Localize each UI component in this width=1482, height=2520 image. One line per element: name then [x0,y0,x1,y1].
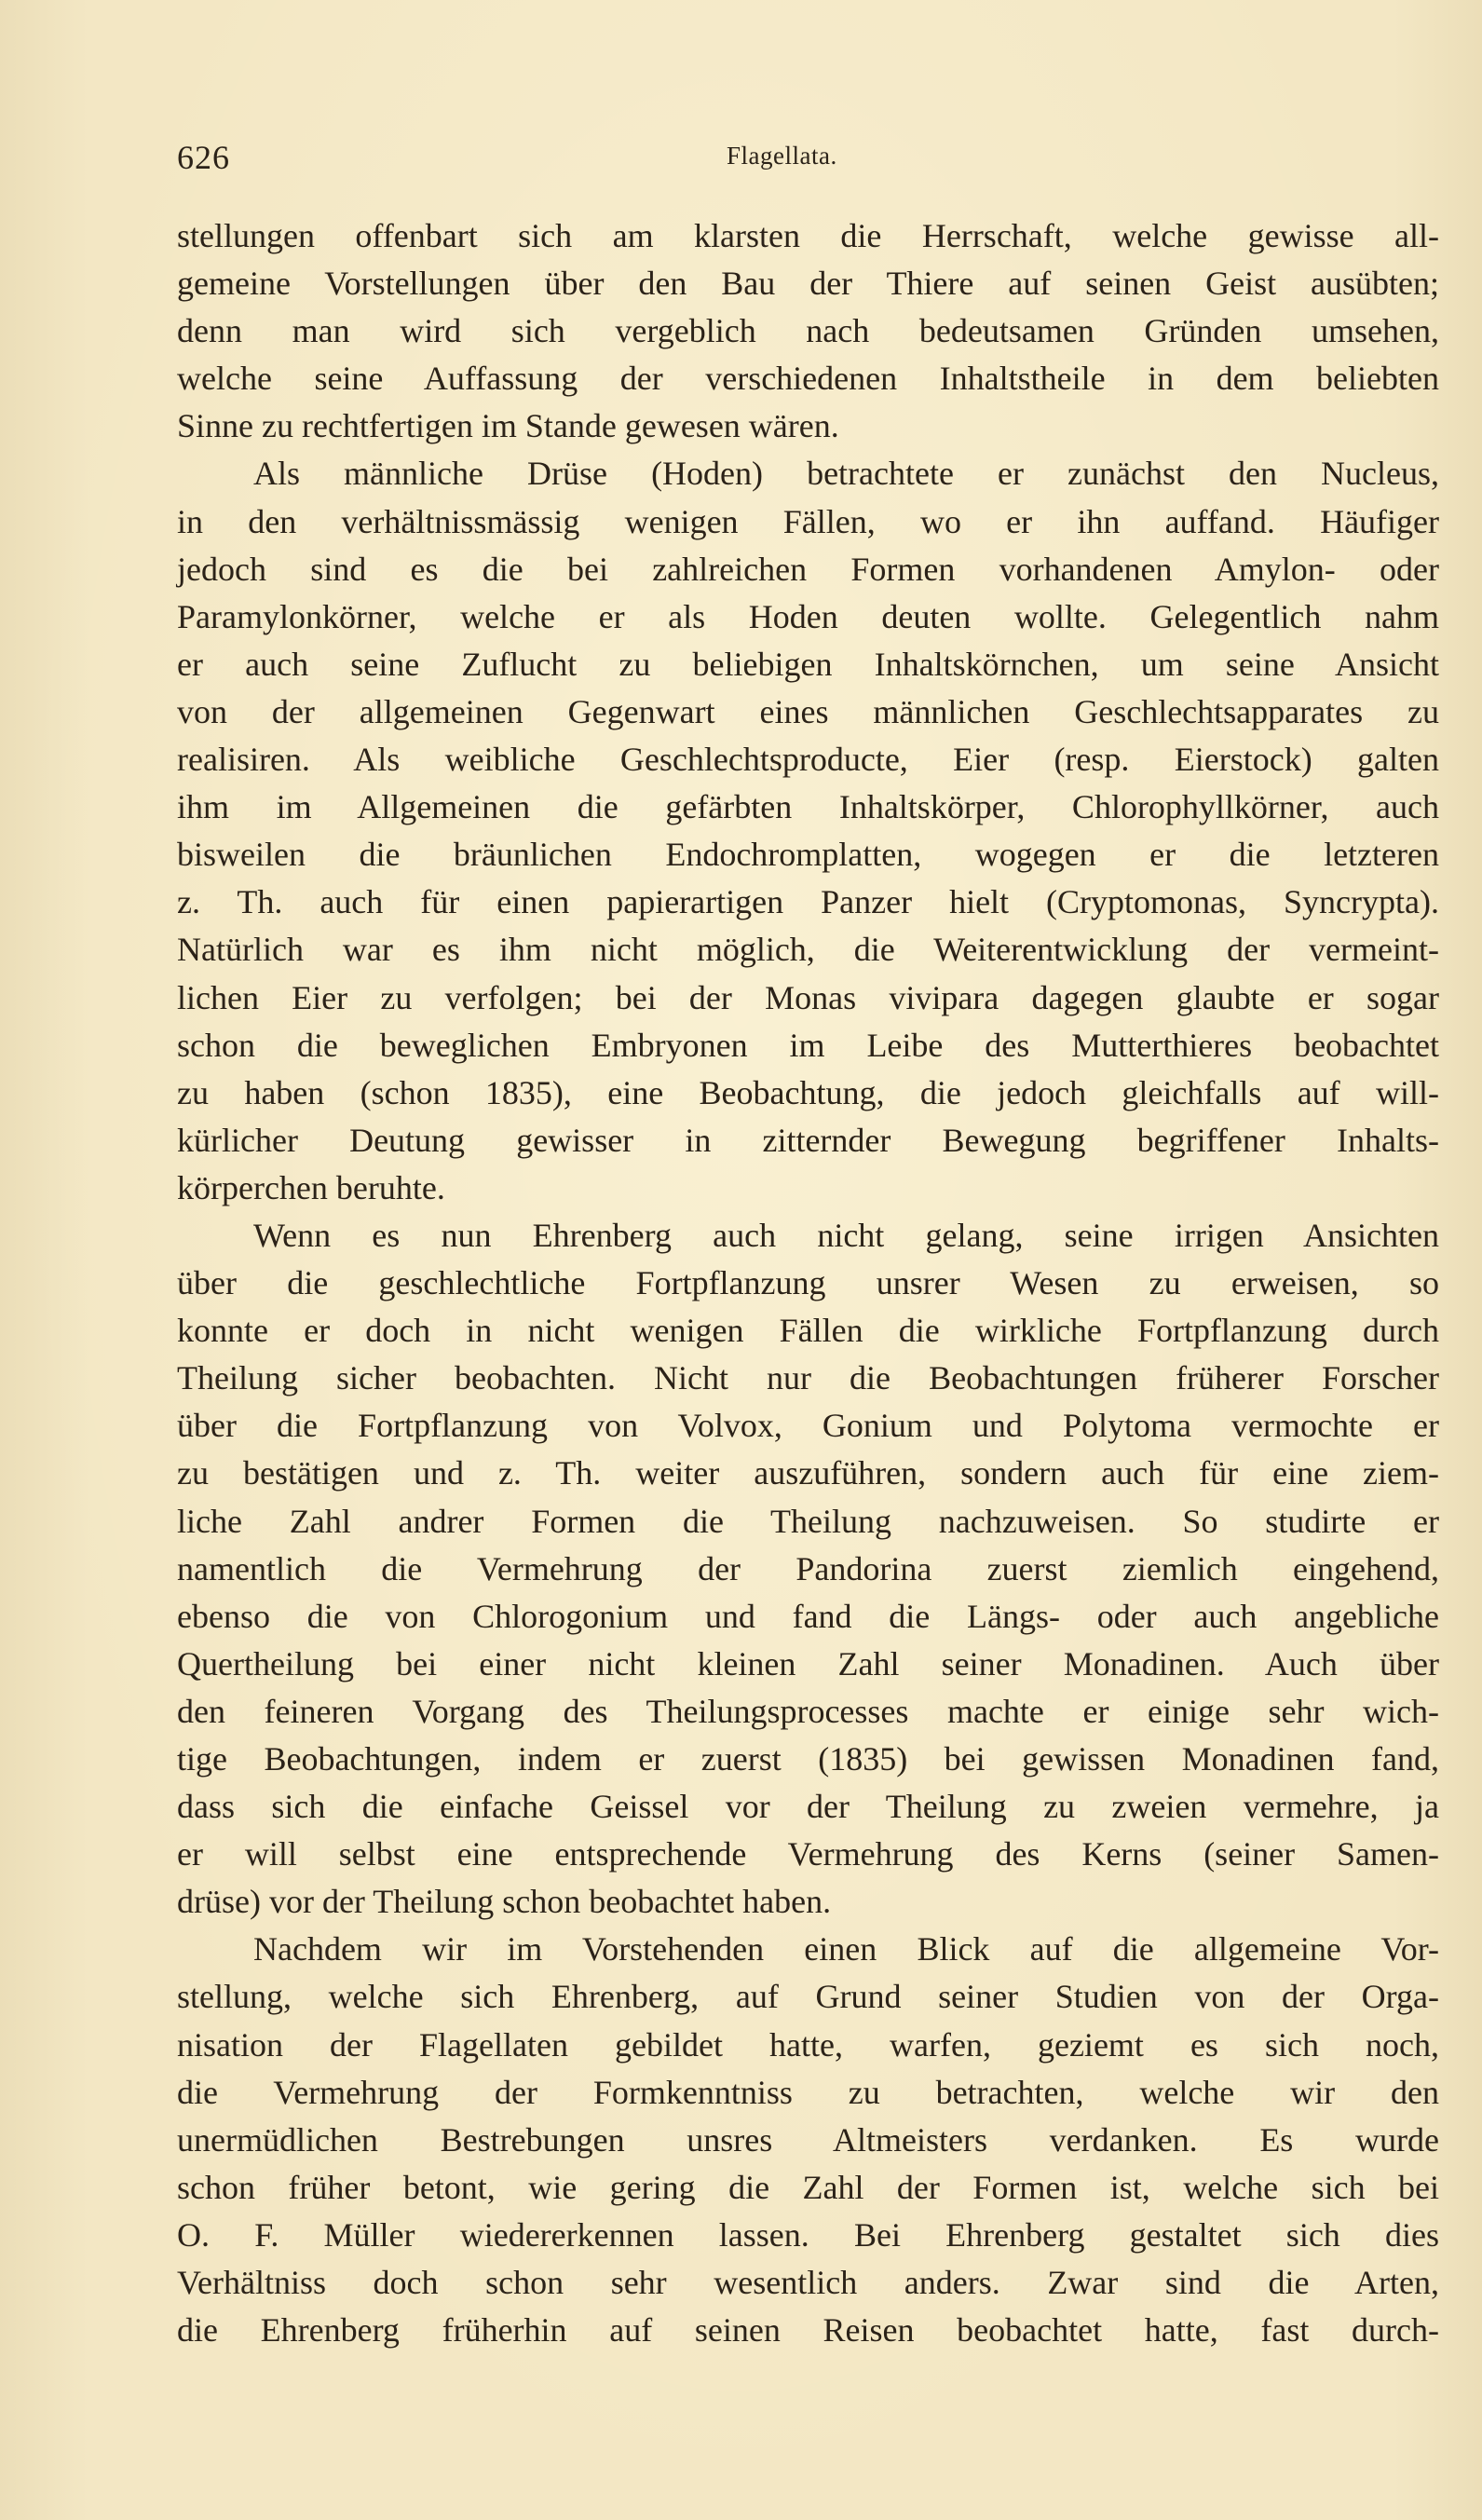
text-line: die Vermehrung der Formkenntniss zu betrachten, welche wir den [177,2073,1439,2111]
text-line: O. F. Müller wiedererkennen lassen. Bei Ehrenberg gestaltet sich dies [177,2215,1439,2254]
text-line: unermüdlichen Bestrebungen unsres Altmeisters verdanken. Es wurde [177,2120,1439,2159]
text-line: schon die beweglichen Embryonen im Leibe des Mutterthieres beobachtet [177,1026,1439,1064]
text-line: namentlich die Vermehrung der Pandorina zuerst ziemlich eingehend, [177,1549,1439,1587]
text-line: Natürlich war es ihm nicht möglich, die Weiterentwicklung der vermeint- [177,931,1439,969]
text-line: lichen Eier zu verfolgen; bei der Monas vivipara dagegen glaubte er sogar [177,978,1439,1016]
paragraph-start-line: Wenn es nun Ehrenberg auch nicht gelang, seine irrigen Ansichten [253,1216,1439,1254]
text-line: Theilung sicher beobachten. Nicht nur die Beobachtungen früherer Forscher [177,1359,1439,1397]
text-line: kürlicher Deutung gewisser in zitternder Bewegung begriffener Inhalts- [177,1121,1439,1159]
text-line: er auch seine Zuflucht zu beliebigen Inhaltskörnchen, um seine Ansicht [177,645,1439,683]
text-line: Quertheilung bei einer nicht kleinen Zahl seiner Monadinen. Auch über [177,1644,1439,1682]
text-line: drüse) vor der Theilung schon beobachtet haben. [177,1883,832,1921]
text-line: Sinne zu rechtfertigen im Stande gewesen wären. [177,407,839,445]
text-line: ihm im Allgemeinen die gefärbten Inhaltskörper, Chlorophyllkörner, auch [177,788,1439,826]
text-line: stellung, welche sich Ehrenberg, auf Grund seiner Studien von der Orga- [177,1978,1439,2016]
text-line: Verhältniss doch schon sehr wesentlich anders. Zwar sind die Arten, [177,2264,1439,2302]
running-head: Flagellata. [727,142,837,170]
page-header [177,138,1439,184]
text-line: stellungen offenbart sich am klarsten die Herrschaft, welche gewisse all- [177,217,1439,254]
text-line: tige Beobachtungen, indem er zuerst (1835) bei gewissen Monadinen fand, [177,1740,1439,1778]
text-line: konnte er doch in nicht wenigen Fällen die wirkliche Fortpflanzung durch [177,1312,1439,1350]
text-line: bisweilen die bräunlichen Endochromplatten, wogegen er die letzteren [177,836,1439,874]
text-line: körperchen beruhte. [177,1168,445,1206]
text-line: die Ehrenberg früherhin auf seinen Reisen beobachtet hatte, fast durch- [177,2311,1439,2350]
text-line: zu haben (schon 1835), eine Beobachtung, die jedoch gleichfalls auf will- [177,1073,1439,1111]
text-line: liche Zahl andrer Formen die Theilung nachzuweisen. So studirte er [177,1502,1439,1540]
text-line: schon früher betont, wie gering die Zahl der Formen ist, welche sich bei [177,2168,1439,2206]
text-line: z. Th. auch für einen papierartigen Panzer hielt (Cryptomonas, Syncrypta). [177,883,1439,921]
text-line: über die Fortpflanzung von Volvox, Gonium und Polytoma vermochte er [177,1407,1439,1445]
text-line: dass sich die einfache Geissel vor der Theilung zu zweien vermehre, ja [177,1788,1439,1826]
text-line: realisiren. Als weibliche Geschlechtsproducte, Eier (resp. Eierstock) galten [177,741,1439,779]
body-text [177,212,1439,2354]
text-line: zu bestätigen und z. Th. weiter auszuführen, sondern auch für eine ziem- [177,1454,1439,1492]
text-line: ebenso die von Chlorogonium und fand die Längs- oder auch angebliche [177,1597,1439,1635]
paragraph-start-line: Nachdem wir im Vorstehenden einen Blick auf die allgemeine Vor- [253,1930,1439,1968]
text-line: jedoch sind es die bei zahlreichen Formen vorhandenen Amylon- oder [177,550,1439,588]
text-line: welche seine Auffassung der verschiedenen Inhaltstheile in dem beliebten [177,360,1439,398]
text-line: er will selbst eine entsprechende Vermehrung des Kerns (seiner Samen- [177,1835,1439,1873]
text-line: Paramylonkörner, welche er als Hoden deuten wollte. Gelegentlich nahm [177,597,1439,635]
text-line: den feineren Vorgang des Theilungsprocesses machte er einige sehr wich- [177,1692,1439,1730]
text-line: nisation der Flagellaten gebildet hatte, warfen, geziemt es sich noch, [177,2025,1439,2064]
text-line: über die geschlechtliche Fortpflanzung unsrer Wesen zu erweisen, so [177,1264,1439,1302]
page-number: 626 [177,139,230,176]
text-line: in den verhältnissmässig wenigen Fällen, wo er ihn auffand. Häufiger [177,502,1439,540]
text-line: gemeine Vorstellungen über den Bau der Thiere auf seinen Geist ausübten; [177,265,1439,303]
text-line: denn man wird sich vergeblich nach bedeutsamen Gründen umsehen, [177,312,1439,350]
paragraph-start-line: Als männliche Drüse (Hoden) betrachtete er zunächst den Nucleus, [253,455,1439,493]
text-line: von der allgemeinen Gegenwart eines männlichen Geschlechtsapparates zu [177,692,1439,730]
